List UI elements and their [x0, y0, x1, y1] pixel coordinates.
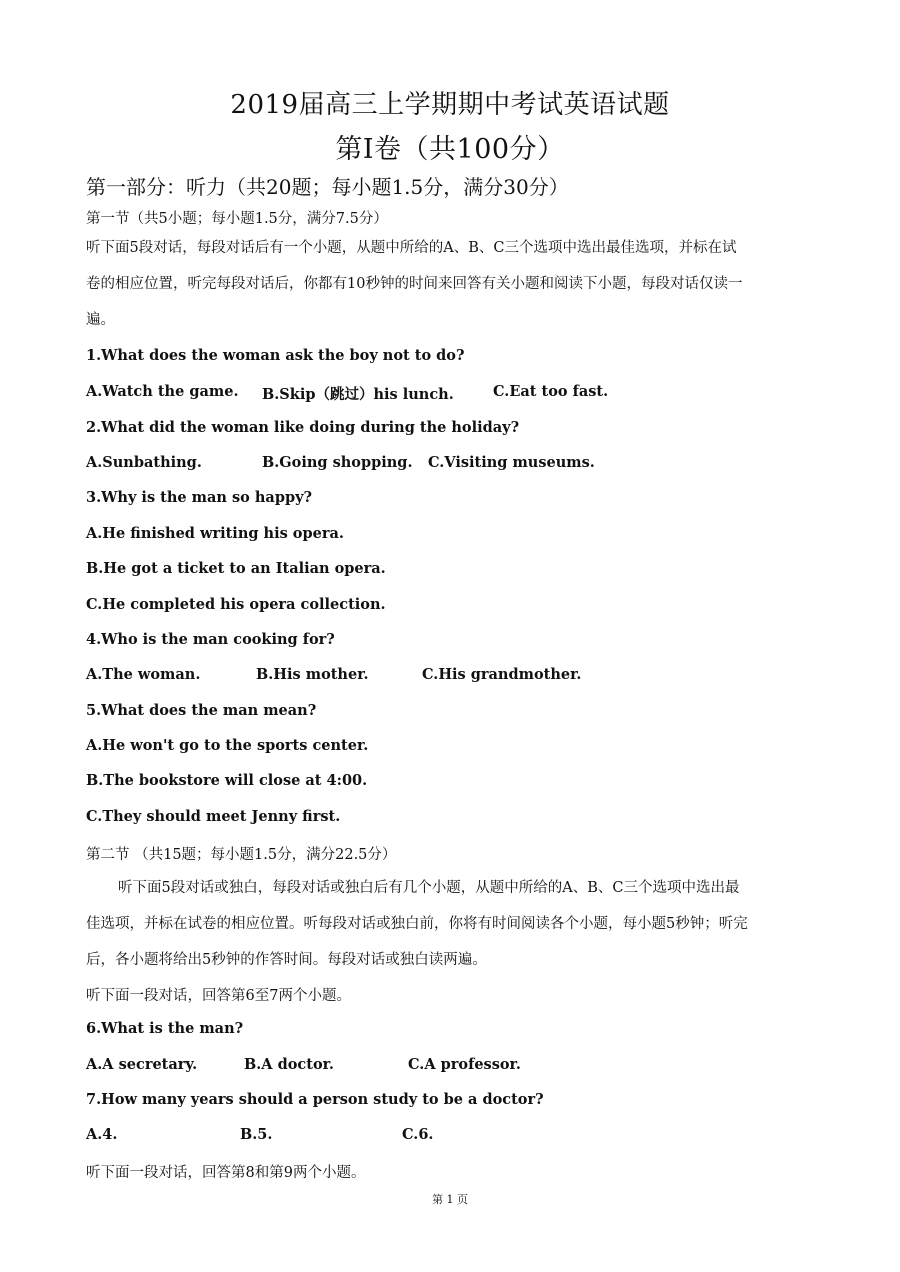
instruction-line: 听下面5段对话，每段对话后有一个小题，从题中所给的A、B、C三个选项中选出最佳选项，并标在试 [86, 240, 737, 256]
instruction-line: 佳选项，并标在试卷的相应位置。听每段对话或独白前，你将有时间阅读各个小题，每小题5秒钟；听完 [86, 916, 748, 932]
q1-option-b: B.Skip（跳过）his lunch. [262, 386, 454, 403]
q6-option-b: B.A doctor. [244, 1056, 334, 1073]
q5-option-a: A.He won't go to the sports center. [86, 737, 369, 754]
question-4: 4.Who is the man cooking for? [86, 631, 335, 648]
q6-option-a: A.A secretary. [86, 1056, 198, 1073]
section1-heading: 第一节（共5小题；每小题1.5分，满分7.5分） [86, 211, 388, 227]
section2-heading: 第二节 （共15题；每小题1.5分，满分22.5分） [86, 847, 397, 863]
question-6: 6.What is the man? [86, 1020, 244, 1037]
instruction-line: 卷的相应位置，听完每段对话后，你都有10秒钟的时间来回答有关小题和阅读下小题，每段对话仅读一 [86, 276, 743, 292]
q6-option-c: C.A professor. [408, 1056, 521, 1073]
q3-option-b: B.He got a ticket to an Italian opera. [86, 560, 386, 577]
question-2: 2.What did the woman like doing during the holiday? [86, 419, 520, 436]
q2-option-a: A.Sunbathing. [86, 454, 202, 471]
question-5: 5.What does the man mean? [86, 702, 317, 719]
q7-option-a: A.4. [86, 1126, 118, 1143]
q5-option-b: B.The bookstore will close at 4:00. [86, 772, 368, 789]
instruction-line: 后，各小题将给出5秒钟的作答时间。每段对话或独白读两遍。 [86, 952, 487, 968]
instruction-line: 听下面5段对话或独白，每段对话或独白后有几个小题，从题中所给的A、B、C三个选项中选出最 [118, 880, 740, 896]
part1-heading: 第一部分：听力（共20题；每小题1.5分，满分30分） [86, 175, 569, 199]
q4-option-c: C.His grandmother. [422, 666, 582, 683]
q7-option-b: B.5. [240, 1126, 273, 1143]
question-7: 7.How many years should a person study to be a doctor? [86, 1091, 544, 1108]
q5-option-c: C.They should meet Jenny first. [86, 808, 341, 825]
instruction-line: 遍。 [86, 312, 115, 328]
q1-option-c: C.Eat too fast. [493, 383, 609, 400]
prompt-q8-q9: 听下面一段对话，回答第8和第9两个小题。 [86, 1165, 366, 1181]
volume-title: 第Ⅰ卷（共100分） [335, 134, 565, 165]
q2-option-c: C.Visiting museums. [428, 454, 595, 471]
section1-instructions [86, 238, 822, 346]
q3-option-c: C.He completed his opera collection. [86, 596, 386, 613]
q7-option-c: C.6. [402, 1126, 434, 1143]
q1-option-a: A.Watch the game. [86, 383, 239, 400]
page-number: 第 1 页 [432, 1193, 468, 1206]
q3-option-a: A.He finished writing his opera. [86, 525, 344, 542]
q2-option-b: B.Going shopping. [262, 454, 413, 471]
prompt-q6-q7: 听下面一段对话，回答第6至7两个小题。 [86, 988, 351, 1004]
section2-instructions [86, 878, 822, 986]
q4-option-a: A.The woman. [86, 666, 201, 683]
question-1: 1.What does the woman ask the boy not to do? [86, 347, 465, 364]
question-3: 3.Why is the man so happy? [86, 489, 313, 506]
q4-option-b: B.His mother. [256, 666, 369, 683]
exam-title: 2019届高三上学期期中考试英语试题 [230, 90, 670, 120]
